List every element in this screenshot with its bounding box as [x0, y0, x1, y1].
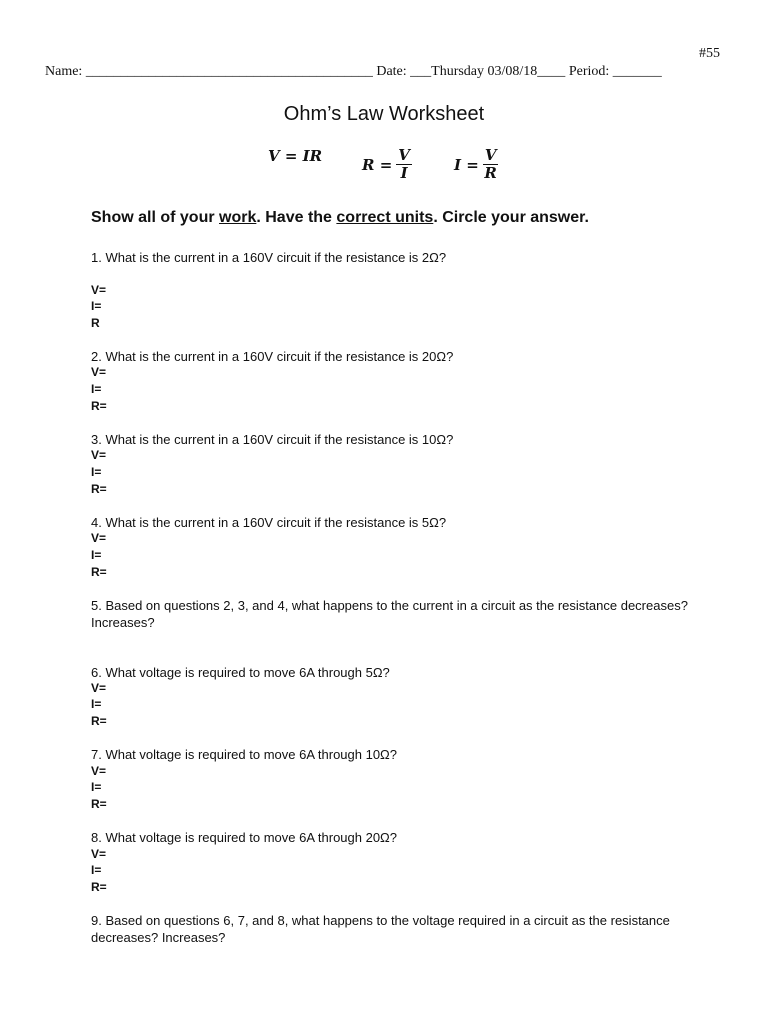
- question-1: [91, 249, 446, 266]
- var-label: V=: [91, 764, 107, 778]
- question-text: 1. What is the current in a 160V circuit if the resistance is 2Ω?: [91, 250, 447, 265]
- instructions-units: correct units: [336, 209, 434, 226]
- question-text: 7. What voltage is required to move 6A through 10Ω?: [91, 747, 398, 762]
- var-label: R=: [91, 482, 107, 496]
- question-text: 5. Based on questions 2, 3, and 4, what happens to the current in a circuit as the resistance decreases? Increases?: [91, 598, 688, 630]
- header-line: [45, 64, 662, 80]
- denominator: R: [484, 164, 497, 182]
- var-label: I=: [91, 465, 102, 479]
- numerator: V: [484, 146, 497, 164]
- formula-i-equals-v-over-r: [454, 147, 498, 182]
- instructions-text: . Have the: [256, 209, 337, 226]
- page-title: Ohm’s Law Worksheet: [283, 103, 485, 125]
- name-field[interactable]: Name: _________________________________________: [45, 64, 373, 79]
- fraction: [396, 147, 412, 182]
- instructions-work: work: [219, 209, 257, 226]
- question-6: [91, 664, 390, 681]
- var-label: V=: [91, 847, 107, 861]
- question-text: 4. What is the current in a 160V circuit if the resistance is 5Ω?: [91, 515, 447, 530]
- question-2: [91, 348, 453, 365]
- var-label: I=: [91, 697, 102, 711]
- question-text: 9. Based on questions 6, 7, and 8, what happens to the voltage required in a circuit as the resistance decreases? Increases?: [91, 913, 670, 945]
- var-label: I=: [91, 863, 102, 877]
- question-text: 8. What voltage is required to move 6A through 20Ω?: [91, 830, 398, 845]
- var-label: I=: [91, 299, 102, 313]
- numerator: V: [398, 146, 410, 164]
- instructions-text: . Circle your answer.: [433, 209, 589, 226]
- var-label: V=: [91, 283, 107, 297]
- question-3: [91, 431, 453, 448]
- var-label: V=: [91, 531, 107, 545]
- formula-lhs: R =: [362, 155, 393, 174]
- question-9: [91, 912, 691, 946]
- var-label: R: [91, 316, 100, 330]
- question-8: [91, 829, 397, 846]
- var-label: V=: [91, 681, 107, 695]
- question-text: 3. What is the current in a 160V circuit if the resistance is 10Ω?: [91, 432, 454, 447]
- formula-v-equals-ir: [268, 147, 322, 165]
- var-label: R=: [91, 797, 107, 811]
- question-5: [91, 597, 691, 631]
- date-field[interactable]: Date: ___Thursday 03/08/18____: [376, 64, 566, 79]
- var-label: R=: [91, 565, 107, 579]
- question-text: 2. What is the current in a 160V circuit if the resistance is 20Ω?: [91, 349, 454, 364]
- page-number: #55: [699, 46, 720, 61]
- var-label: I=: [91, 548, 102, 562]
- denominator: I: [400, 164, 408, 182]
- var-label: R=: [91, 399, 107, 413]
- instructions-text: Show all of your: [91, 209, 220, 226]
- var-label: V=: [91, 448, 107, 462]
- var-label: V=: [91, 365, 107, 379]
- formula-lhs: I =: [454, 155, 479, 174]
- question-7: [91, 746, 397, 763]
- question-4: [91, 514, 446, 531]
- var-label: I=: [91, 780, 102, 794]
- var-label: R=: [91, 714, 107, 728]
- var-label: R=: [91, 880, 107, 894]
- formula-text: V = IR: [268, 147, 323, 165]
- fraction: [483, 147, 499, 182]
- question-text: 6. What voltage is required to move 6A through 5Ω?: [91, 665, 390, 680]
- formula-r-equals-v-over-i: [362, 147, 412, 182]
- var-label: I=: [91, 382, 102, 396]
- period-field[interactable]: Period: _______: [568, 64, 662, 79]
- instructions: [91, 209, 589, 227]
